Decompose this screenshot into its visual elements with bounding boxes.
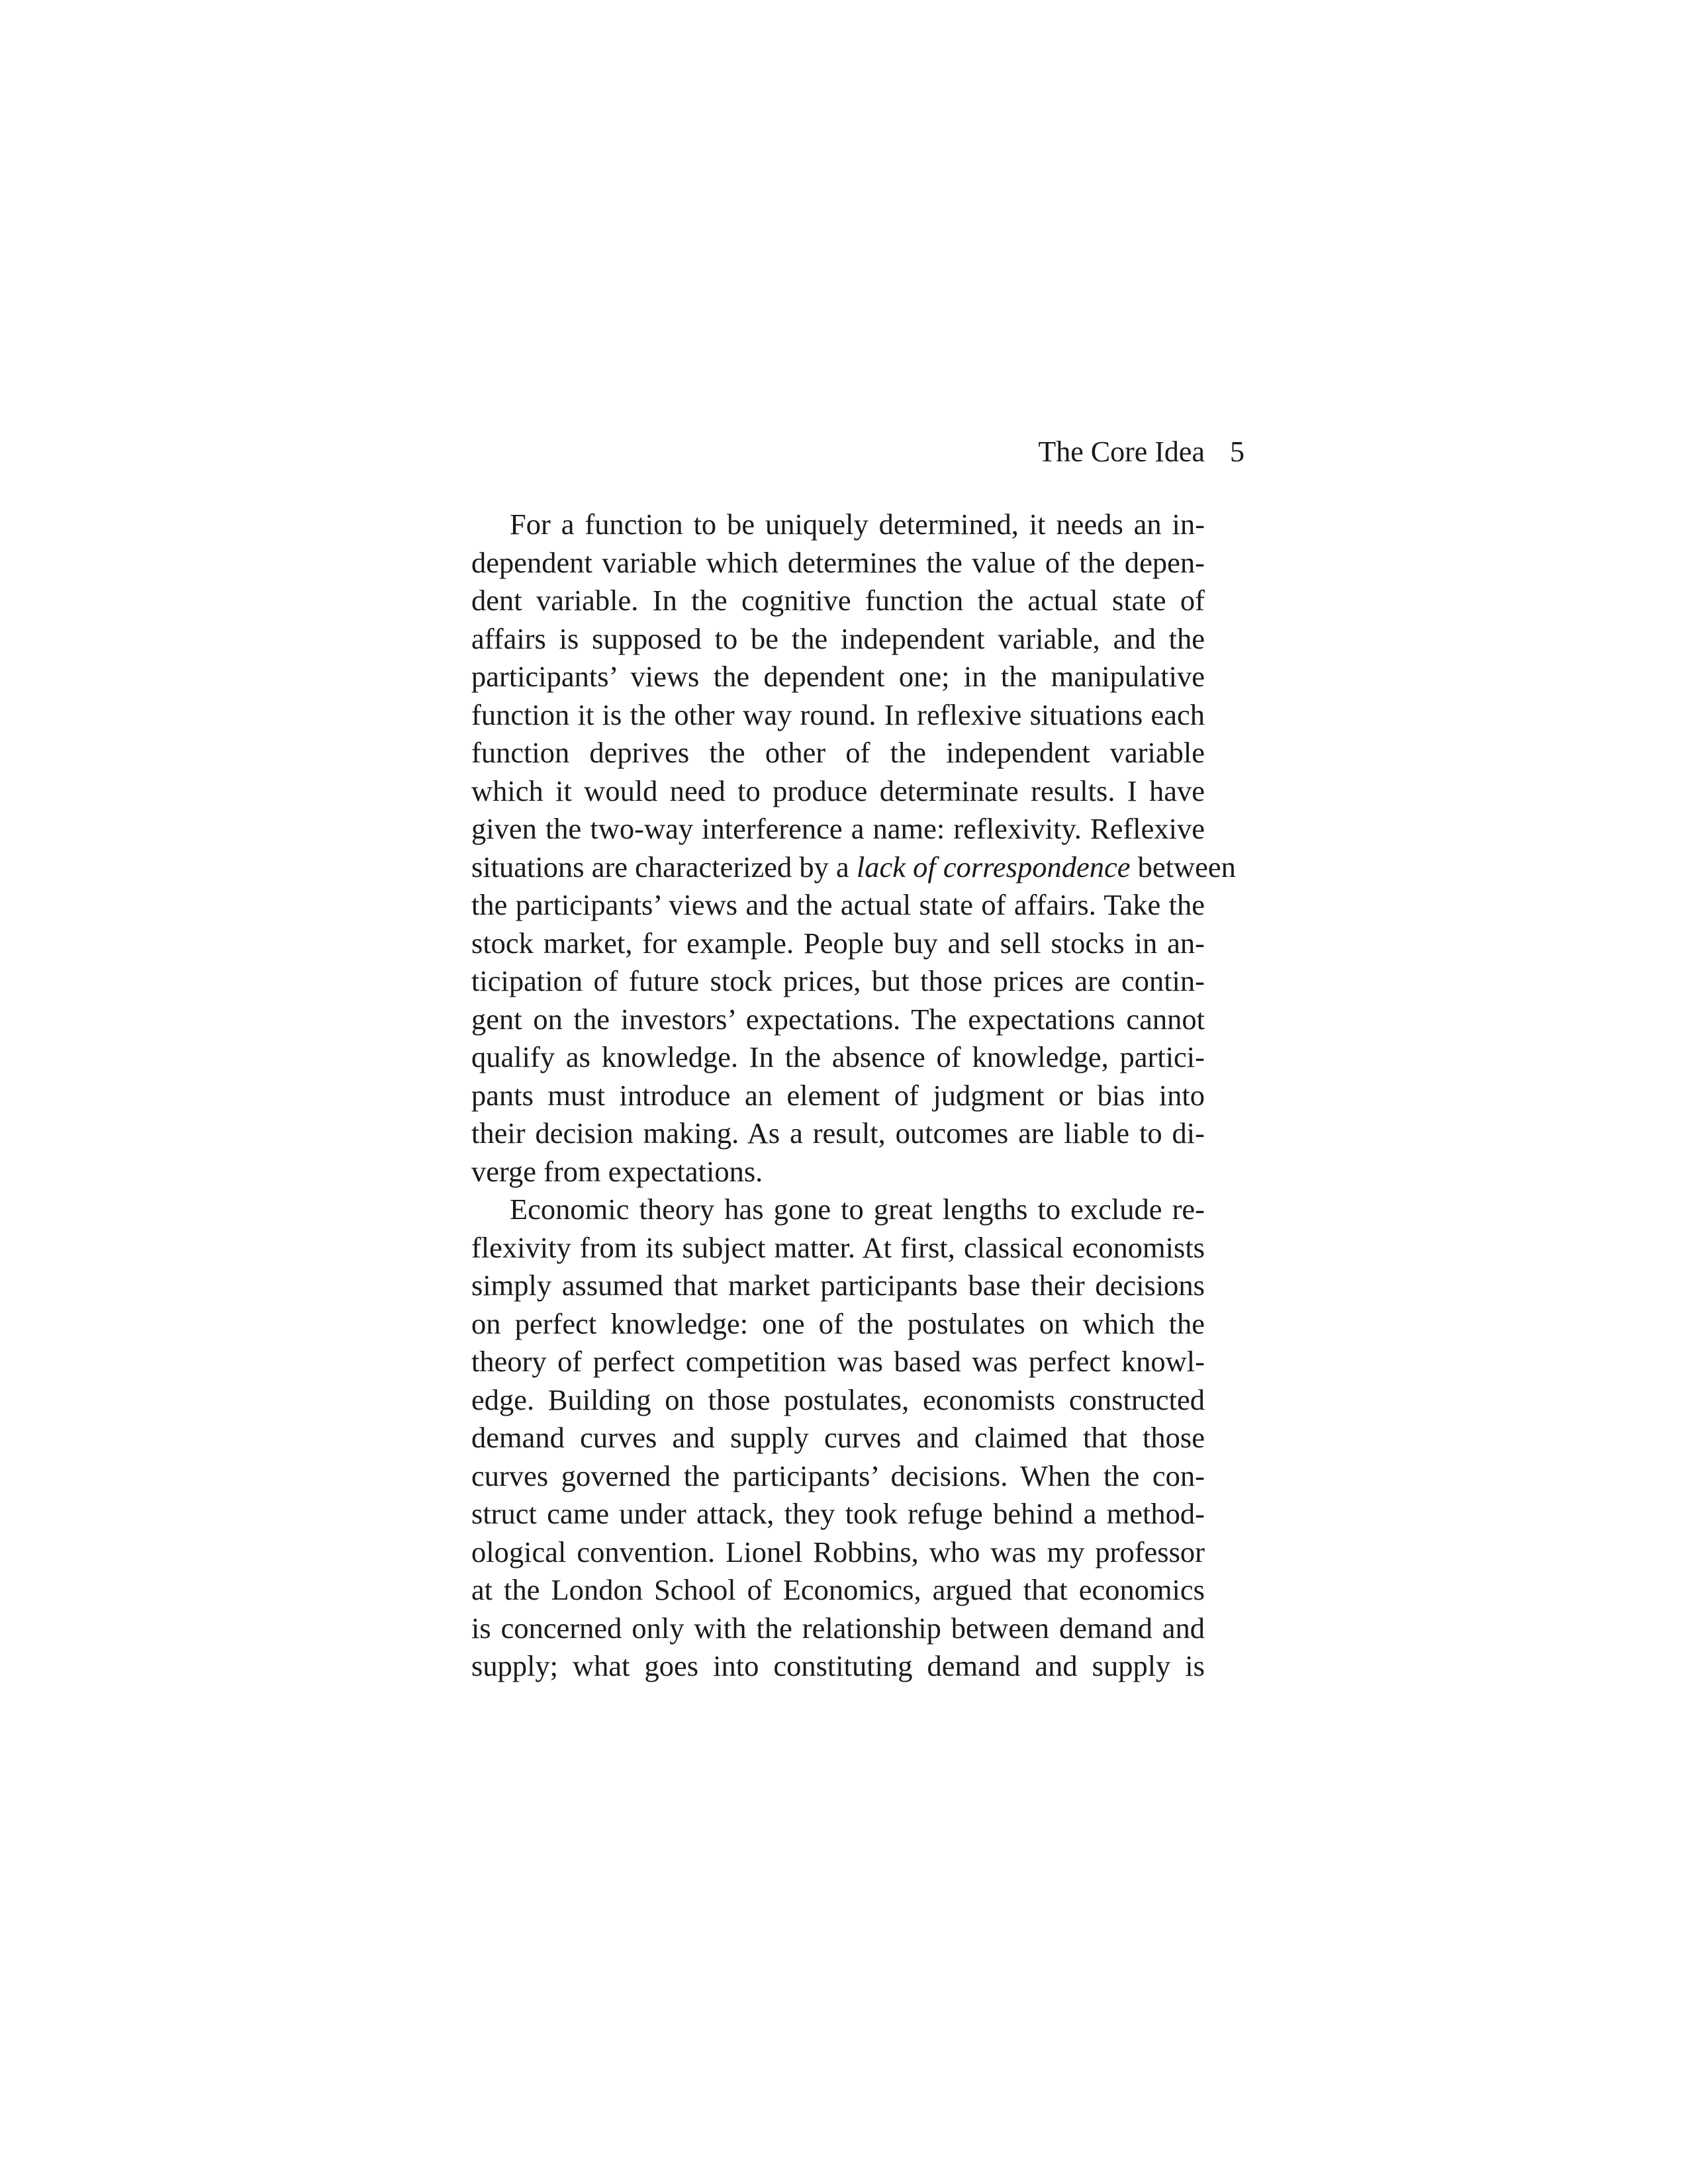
running-head <box>927 429 1244 475</box>
text-line: edge. Building on those postulates, economists constructed <box>471 1383 1205 1416</box>
text-line: flexivity from its subject matter. At first, classical economists <box>471 1230 1205 1264</box>
text-line: ological convention. Lionel Robbins, who was my professor <box>471 1535 1205 1569</box>
text-line: is concerned only with the relationship between demand and <box>471 1611 1205 1645</box>
text-line: struct came under attack, they took refuge behind a method- <box>471 1497 1205 1530</box>
page-number: 5 <box>1230 435 1244 468</box>
text-line: on perfect knowledge: one of the postulates on which the <box>471 1306 1205 1340</box>
text-line: ticipation of future stock prices, but those prices are contin- <box>471 964 1205 997</box>
text-line: participants’ views the dependent one; in the manipulative <box>471 660 1205 693</box>
text-line: supply; what goes into constituting demand and supply is <box>471 1649 1205 1682</box>
text-line: the participants’ views and the actual state of affairs. Take the <box>471 888 1205 921</box>
body-text <box>471 506 1236 1686</box>
text-line: at the London School of Economics, argued that economics <box>471 1573 1205 1606</box>
text-line: dent variable. In the cognitive function the actual state of <box>471 584 1205 617</box>
text-line: qualify as knowledge. In the absence of knowledge, partici- <box>471 1040 1205 1073</box>
text-line: dependent variable which determines the value of the depen- <box>471 545 1205 579</box>
text-line: demand curves and supply curves and claimed that those <box>471 1421 1205 1454</box>
text-line: function deprives the other of the independent variable <box>471 736 1205 769</box>
paragraph-1 <box>471 506 1236 1191</box>
text-line: their decision making. As a result, outcomes are liable to di- <box>471 1116 1205 1150</box>
text-line: For a function to be uniquely determined, it needs an in- <box>510 508 1205 541</box>
text-line: pants must introduce an element of judgment or bias into <box>471 1078 1205 1112</box>
paragraph-2 <box>471 1191 1205 1686</box>
chapter-title: The Core Idea <box>1038 435 1205 468</box>
text-line: gent on the investors’ expectations. The expectations cannot <box>471 1002 1205 1036</box>
text-line: theory of perfect competition was based was perfect knowl- <box>471 1345 1205 1378</box>
text-line: verge from expectations. <box>471 1154 763 1188</box>
text-segment: situations are characterized by a <box>471 850 857 884</box>
text-segment: between <box>1130 850 1236 884</box>
text-line: stock market, for example. People buy and sell stocks in an- <box>471 926 1205 960</box>
text-line: simply assumed that market participants base their decisions <box>471 1269 1205 1302</box>
text-line: Economic theory has gone to great lengths to exclude re- <box>510 1193 1205 1226</box>
text-line: function it is the other way round. In reflexive situations each <box>471 698 1205 731</box>
text-line: which it would need to produce determinate results. I have <box>471 774 1205 807</box>
text-line: given the two-way interference a name: reflexivity. Reflexive <box>471 812 1205 845</box>
text-line <box>471 848 1236 887</box>
text-line: affairs is supposed to be the independent variable, and the <box>471 621 1205 655</box>
emphasis-text: lack of correspondence <box>856 850 1131 884</box>
text-line: curves governed the participants’ decisions. When the con- <box>471 1459 1205 1492</box>
